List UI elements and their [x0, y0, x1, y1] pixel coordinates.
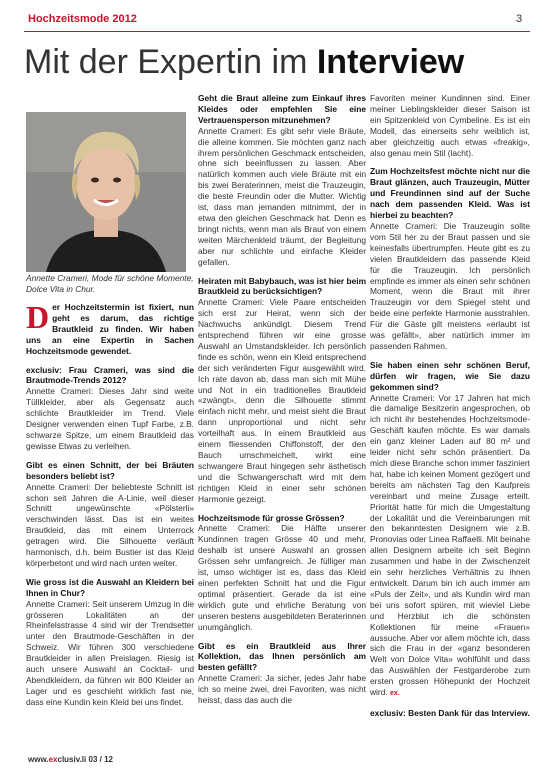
question: Sie haben einen sehr schönen Beruf, dürfen wir fragen, wie Sie dazu gekommen sind?: [370, 359, 530, 392]
footer-prefix: www.: [28, 755, 49, 764]
column-3: [370, 93, 530, 719]
column-1: [26, 299, 194, 716]
portrait-illustration: [26, 112, 186, 272]
answer: Annette Crameri: Es gibt sehr viele Bräute, die alleine kommen. Sie möchten ganz nach ihrem persönlichen Geschmack entscheiden, ohne sich beeinflussen zu lassen. Aber natürlich kommen auch viele Bräute mit ein bis zwei Beraterinnen, meist die Trauzeugin, die beste Freundin oder die Mutter. Wichtig ist, dass man jemanden mitnimmt, der in etwa den gleichen Geschmack hat. Denn es bringt nichts, wenn man als Braut von einem weiten Märchenkleid träumt, der Begleitung aber nur schlichte und einfache Kleider gefallen.: [198, 125, 366, 267]
answer: Annette Crameri: Viele Paare entscheiden sich erst zur Heirat, wenn sich der Nachwuchs ankündigt. Diesem Trend entsprechend führen wir eine grosse Auswahl an Umstandskleider. Ich persönlich finde es schön, wenn ein Kleid entsprechend der sich veränderten Figur ausgewählt wird. Ich rate davon ab, dass man sich mit Mühe und Not in ein traditionelles Brautkleid «zwängt», denn die Silhouette stimmt einfach nicht mehr, und meist sieht die Braut dann unproportional und nicht sehr vorteilhaft aus. In einem Brautkleid aus einem fliessenden Chiffonstoff, der den Bauch umschmeichelt, wirkt eine schwangere Braut hingegen sehr ästhetisch und die Schwangerschaft wird mit dem richtigen Kleid in einer sehr schönen Harmonie gezeigt.: [198, 297, 366, 504]
answer: Annette Crameri: Der beliebteste Schnitt ist schon seit Jahren die A-Linie, weil dieser Schnitt ungewünschte «Pölsterli» verschwinden lässt. Das ist ein weites Brautkleid, das mit einem Unterrock getragen wird. Die Silhouette verläuft harmonisch, d.h. beim Bustier ist das Kleid körperbetont und wird nach unten weiter.: [26, 481, 194, 568]
answer: Annette Crameri: Ja sicher, jedes Jahr habe ich so meine zwei, drei Favoriten, was nicht heisst, dass das auch die: [198, 673, 366, 706]
question: Wie gross ist die Auswahl an Kleidern bei Ihnen in Chur?: [26, 576, 194, 598]
column-2: [198, 93, 366, 714]
page-number: 3: [516, 13, 523, 25]
question: Zum Hochzeitsfest möchte nicht nur die Braut glänzen, auch Trauzeugin, Mütter und Freundinnen sind auf der Suche nach dem passenden Kleid. Was ist hierbei zu beachten?: [370, 166, 530, 221]
answer: Annette Crameri: Die Hälfte unserer Kundinnen tragen Grösse 40 und mehr, deshalb ist unsere Auswahl an grossen Grössen sehr umfangreich. Je fülliger man ist, umso wichtiger ist es, dass das Kleid einen perfekten Schnitt hat und die Figur optimal präsentiert. Gerade da ist eine wirklich gute und ehrliche Beratung von unseren bestens ausgebildeten Beraterinnen unumgänglich.: [198, 523, 366, 632]
answer: [370, 393, 530, 700]
photo-caption: Annette Crameri, Mode für schöne Momente, Dolce Vita in Chur.: [26, 273, 194, 294]
question: Gibt es einen Schnitt, der bei Bräuten besonders beliebt ist?: [26, 459, 194, 481]
question: exclusiv: Frau Crameri, was sind die Brautmode-Trends 2012?: [26, 364, 194, 386]
issue-number: 03 / 12: [88, 755, 113, 764]
answer: Favoriten meiner Kundinnen sind. Einer meiner Lieblingskleider dieser Saison ist ein Spitzenkleid von Cymbeline. Es ist ein Modell, das einerseits sehr weiblich ist, aber gleichzeitig auch etwas «freakig», also genau mein Stil (lacht).: [370, 93, 530, 158]
title-emphasis: Interview: [316, 43, 465, 81]
footer: [28, 755, 113, 764]
title-main: Mit der Expertin im: [24, 43, 317, 81]
question: Hochzeitsmode für grosse Grössen?: [198, 512, 345, 523]
footer-link[interactable]: [28, 755, 86, 764]
question: Geht die Braut alleine zum Einkauf ihres Kleides oder empfehlen Sie eine Vertrauensperson mitzunehmen?: [198, 93, 366, 125]
answer: Annette Crameri: Dieses Jahr sind weite Tüllkleider, aber als Gegensatz auch schlichte Brautkleider im Trend. Viele Designer verwenden einen Tupf Farbe, z.B. schwarze Spitze, um einem Brautkleid das gewisse Etwas zu verleihen.: [26, 386, 194, 451]
drop-cap: D: [26, 299, 50, 335]
intro-text: er Hochzeitstermin ist fixiert, nun geht es darum, das richtige Brautkleid zu finden. Wir haben uns an eine Expertin in Sachen Hochzeitsmode gewendet.: [26, 302, 194, 356]
closing-line: exclusiv: Besten Dank für das Interview.: [370, 707, 530, 718]
footer-brand: ex: [48, 755, 58, 764]
page-title: [24, 42, 534, 82]
question: Gibt es ein Brautkleid aus Ihrer Kollektion, das Ihnen persönlich am besten gefällt?: [198, 640, 366, 673]
answer-text: Annette Crameri: Vor 17 Jahren hat mich die damalige Besitzerin angesprochen, ob ich nicht ihr bestehendes Hochzeitsmode-Geschäft kaufen möchte. Es war damals ein ganz kleiner Laden auf 80 m² und leider nicht sehr schön präsentiert. Da mich diese Branche schon immer fasziniert hat, habe ich keinen Moment gezögert und bereits am nächsten Tag den Kaufpreis vereinbart und meine Zusage erteilt. Priorität hatte für mich die Umgestaltung der Lokalität und die Vereinbarungen mit den bekanntesten Designern wie z.B. Pronovias oder Linea Raffaelli. Mit beinahe allen Designern arbeite ich seit Beginn zusammen und habe in der Zwischenzeit ein sehr herzliches Verhältnis zu ihnen entwickelt. Darum bin ich auch immer am «Puls der Zeit», und als Kundin wird man bei uns sofort spüren, mit wieviel Liebe und Herzblut ich die schönsten Kollektionen für meine «Frauen» aussuche. Aber vor allem möchte ich, dass sich die Frau in der «ganz besonderen Welt von Dolce Vita» wohlfühlt und dass das Auswählen der Festgarderobe zum ersten grossen Höhepunkt der Hochzeit wird.: [370, 392, 530, 698]
portrait-photo: [26, 112, 186, 272]
question: Heiraten mit Babybauch, was ist hier beim Brautkleid zu berücksichtigen?: [198, 275, 367, 297]
end-mark: ex.: [390, 690, 400, 698]
header-divider: [24, 31, 530, 32]
answer: Annette Crameri: Seit unserem Umzug in die grösseren Lokalitäten an der Rheinfelsstrasse 4 sind wir der Trendsetter unter den Brautmode-Geschäften in der Schweiz. Wir führen 300 verschiedene Brautkleider in allen Preislagen. Riesig ist auch unsere Auswahl an Cocktail- und Abendkleidern, da führen wir 800 Kleider an Lager und es geschieht wirklich fast nie, dass eine Kundin kein Kleid bei uns findet.: [26, 598, 194, 707]
intro-paragraph: [26, 299, 194, 357]
footer-suffix: clusiv.li: [57, 755, 87, 764]
section-title: Hochzeitsmode 2012: [28, 13, 137, 25]
answer: Annette Crameri: Die Trauzeugin sollte vom Stil her zu der Braut passen und sie keinesfalls übertrumpfen. Heute gibt es zu vielen Brautkleidern das passende Kleid für die Trauzeugin. Ich persönlich empfinde es immer als einen sehr schönen Moment, wenn die Braut mit ihrer Trauzeugin vor dem Spiegel steht und beide eine perfekte Harmonie ausstrahlen. Für die Gäste gilt meistens «erlaubt ist was gefällt», aber natürlich immer im passenden Rahmen.: [370, 220, 530, 351]
